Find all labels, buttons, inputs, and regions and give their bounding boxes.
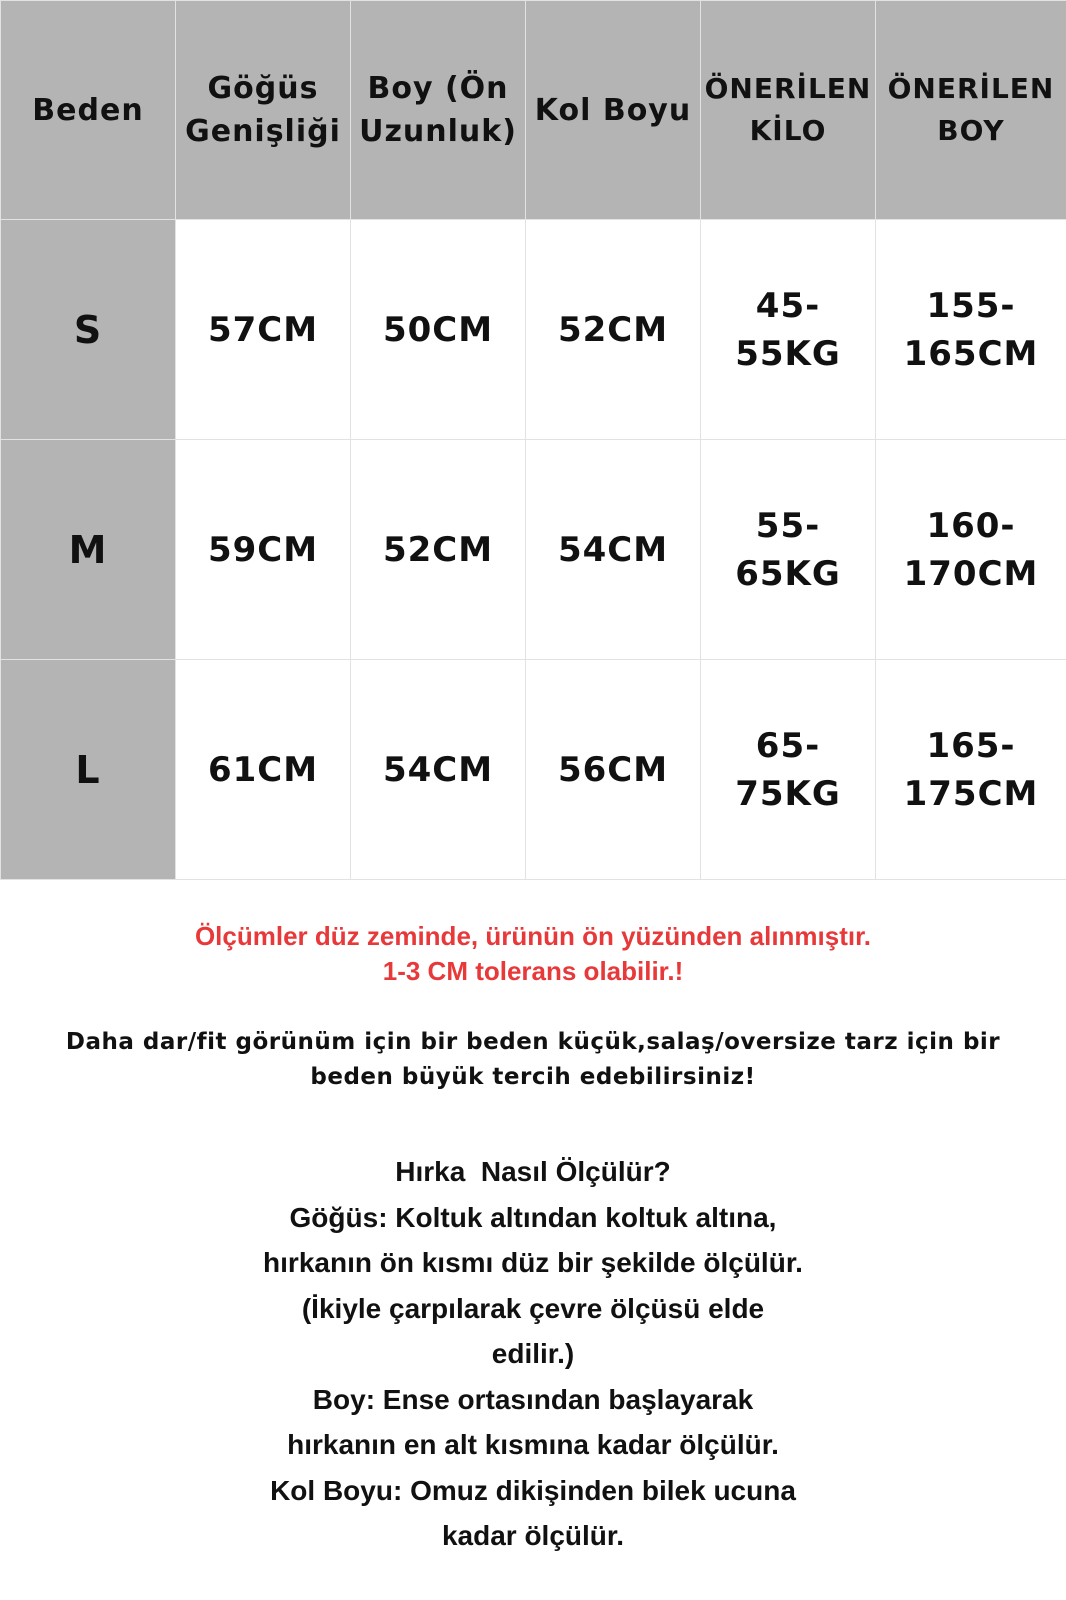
header-boy-on-uzunluk: Boy (Ön Uzunluk) [351,1,526,220]
header-onerilen-boy: ÖNERİLEN BOY [876,1,1066,220]
header-row [1,1,1066,220]
length-cell: 52CM [351,440,526,660]
tip-line: beden büyük tercih edebilirsiniz! [310,1064,756,1090]
header-gogus-genisligi: Göğüs Genişliği [176,1,351,220]
header-onerilen-kilo: ÖNERİLEN KİLO [701,1,876,220]
height-cell: 155- 165CM [876,220,1066,440]
sleeve-cell: 54CM [526,440,701,660]
length-cell: 54CM [351,660,526,880]
table-row [1,220,1066,440]
chest-cell: 57CM [176,220,351,440]
guide-line: Kol Boyu: Omuz dikişinden bilek ucuna [270,1474,796,1506]
chest-cell: 61CM [176,660,351,880]
sleeve-cell: 52CM [526,220,701,440]
fit-tip [0,1025,1066,1095]
size-chart-header [1,1,1066,220]
notice-line: Ölçümler düz zeminde, ürünün ön yüzünden alınmıştır. [194,921,872,951]
notice-line: 1-3 CM tolerans olabilir.! [382,956,684,986]
measurement-notice [0,919,1066,989]
table-row [1,660,1066,880]
guide-title: Hırka Nasıl Ölçülür? [395,1156,671,1187]
height-cell: 160- 170CM [876,440,1066,660]
guide-line: hırkanın ön kısmı düz bir şekilde ölçülür. [263,1247,803,1278]
weight-cell: 45- 55KG [701,220,876,440]
length-cell: 50CM [351,220,526,440]
guide-line: Göğüs: Koltuk altından koltuk altına, [289,1201,777,1233]
guide-line: (İkiyle çarpılarak çevre ölçüsü elde [301,1292,765,1324]
guide-line: Boy: Ense ortasından başlayarak [312,1383,754,1415]
height-cell: 165- 175CM [876,660,1066,880]
guide-line: hırkanın en alt kısmına kadar ölçülür. [287,1429,779,1460]
size-cell: S [1,220,176,440]
sleeve-cell: 56CM [526,660,701,880]
size-chart-body [1,220,1066,880]
weight-cell: 65- 75KG [701,660,876,880]
guide-line: edilir.) [491,1338,575,1369]
size-cell: L [1,660,176,880]
weight-cell: 55- 65KG [701,440,876,660]
table-row [1,440,1066,660]
chest-cell: 59CM [176,440,351,660]
measuring-guide [0,1149,1066,1559]
guide-line: kadar ölçülür. [441,1520,625,1551]
header-beden: Beden [1,1,176,220]
header-kol-boyu: Kol Boyu [526,1,701,220]
size-cell: M [1,440,176,660]
tip-line: Daha dar/fit görünüm için bir beden küçük,salaş/oversize tarz için bir [65,1029,1001,1055]
